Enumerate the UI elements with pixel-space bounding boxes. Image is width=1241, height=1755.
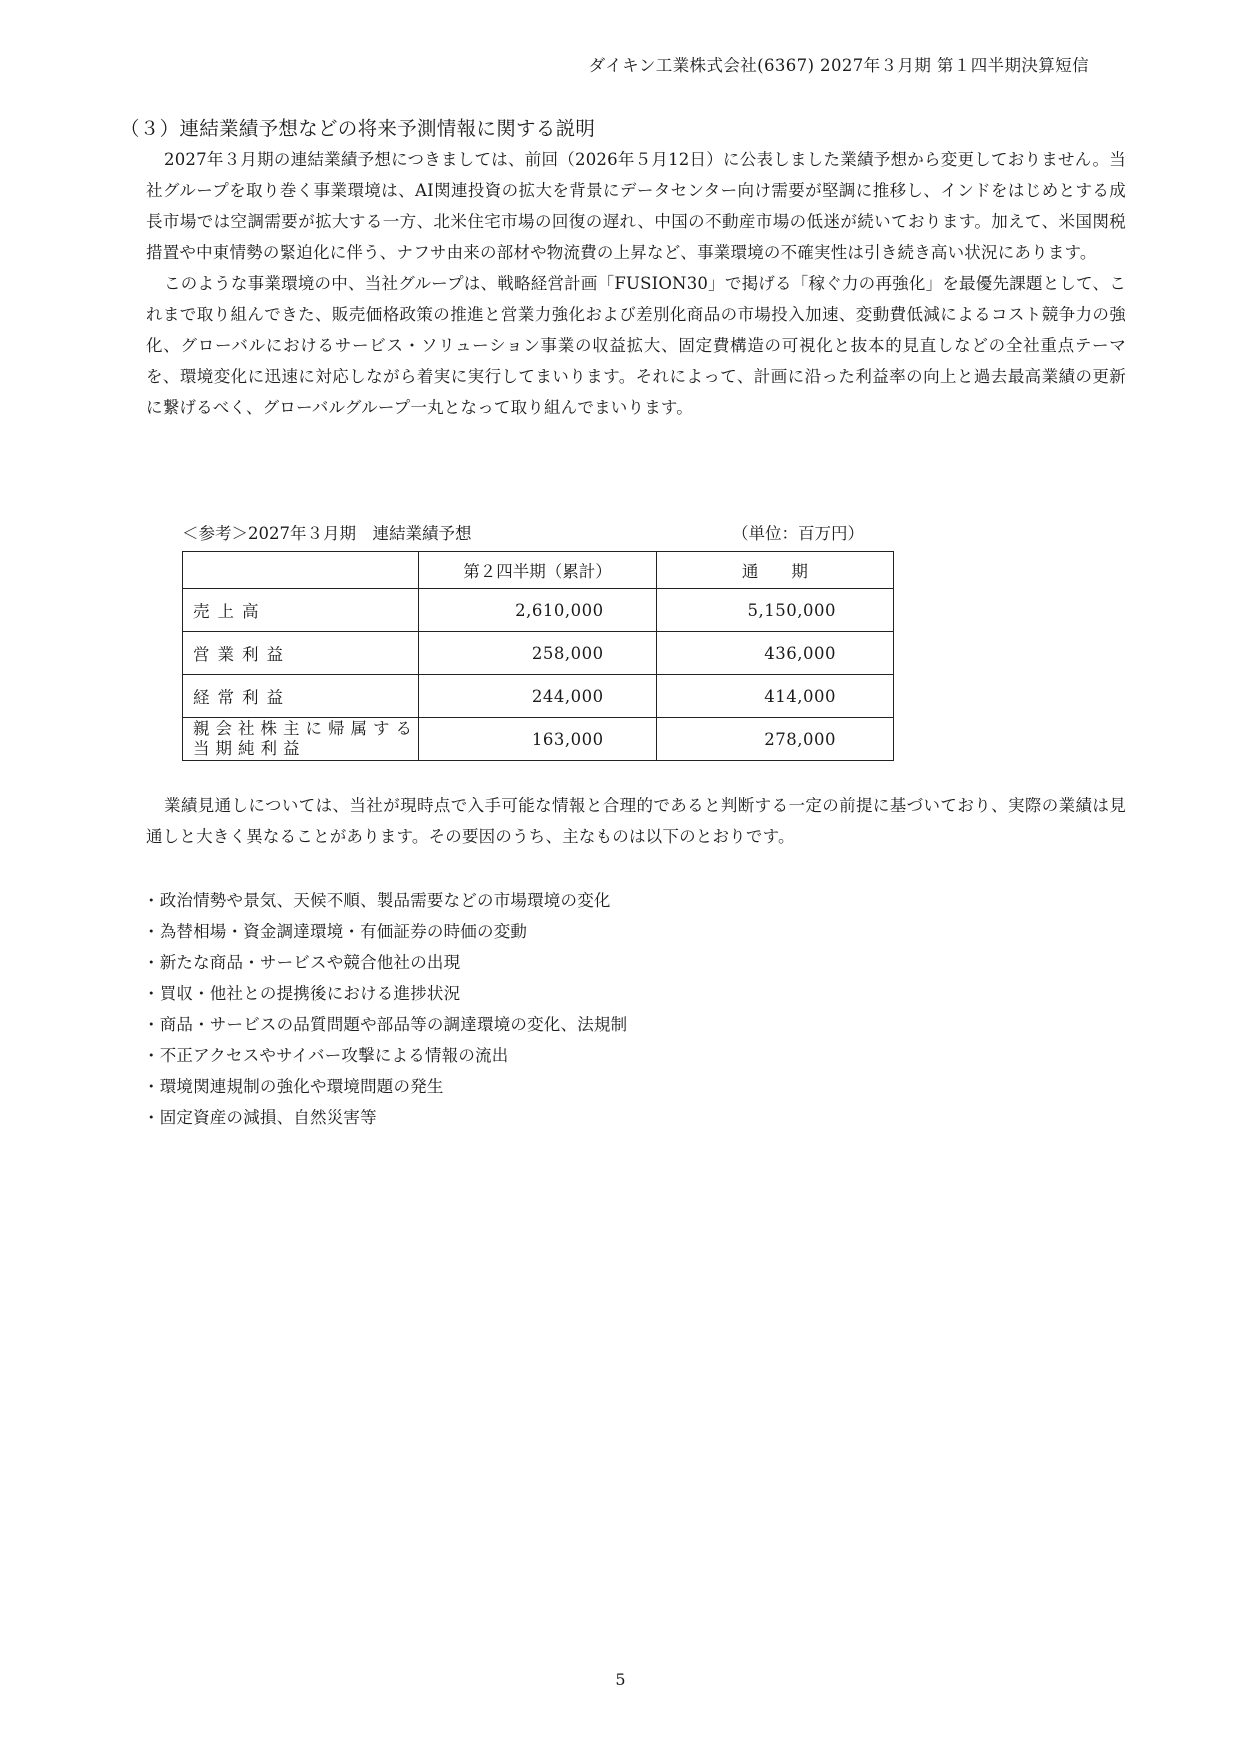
row-label-net-income bbox=[183, 718, 419, 761]
cell-net-income-full-year: 278,000 bbox=[656, 718, 893, 761]
list-item: ・政治情勢や景気、天候不順、製品需要などの市場環境の変化 bbox=[143, 891, 611, 910]
section-title: （３）連結業績予想などの将来予測情報に関する説明 bbox=[120, 117, 596, 140]
row-label-net-income-line1: 親会社株主に帰属する bbox=[193, 719, 418, 738]
forecast-table bbox=[182, 551, 894, 761]
table-row-operating-profit bbox=[183, 632, 894, 675]
table-row-net-income bbox=[183, 718, 894, 761]
table-header-q2: 第２四半期（累計） bbox=[419, 552, 656, 589]
list-item: ・固定資産の減損、自然災害等 bbox=[143, 1108, 377, 1127]
table-row-ordinary-profit bbox=[183, 675, 894, 718]
table-header-blank bbox=[183, 552, 419, 589]
list-item: ・買収・他社との提携後における進捗状況 bbox=[143, 984, 461, 1003]
page-number: 5 bbox=[615, 1670, 626, 1689]
paragraph-disclaimer: 業績見通しについては、当社が現時点で入手可能な情報と合理的であると判断する一定の前提に基づいており、実際の業績は見通しと大きく異なることがあります。その要因のうち、主なものは以下のとおりです。 bbox=[146, 796, 1126, 846]
cell-net-sales-full-year: 5,150,000 bbox=[656, 589, 893, 632]
table-caption bbox=[182, 520, 864, 544]
table-header-row bbox=[183, 552, 894, 589]
table-unit: （単位：百万円） bbox=[732, 524, 864, 543]
row-label-net-sales: 売上高 bbox=[183, 589, 419, 632]
document-header: ダイキン工業株式会社(6367) 2027年３月期 第１四半期決算短信 bbox=[588, 56, 1089, 75]
list-item: ・為替相場・資金調達環境・有価証券の時価の変動 bbox=[143, 922, 528, 941]
cell-net-sales-q2: 2,610,000 bbox=[419, 589, 656, 632]
list-item: ・環境関連規制の強化や環境問題の発生 bbox=[143, 1077, 444, 1096]
cell-operating-profit-q2: 258,000 bbox=[419, 632, 656, 675]
table-row-net-sales bbox=[183, 589, 894, 632]
cell-net-income-q2: 163,000 bbox=[419, 718, 656, 761]
row-label-operating-profit: 営業利益 bbox=[183, 632, 419, 675]
list-item: ・不正アクセスやサイバー攻撃による情報の流出 bbox=[143, 1046, 509, 1065]
risk-factor-list bbox=[143, 885, 627, 1133]
list-item: ・新たな商品・サービスや競合他社の出現 bbox=[143, 953, 461, 972]
table-caption-title: ＜参考＞2027年３月期 連結業績予想 bbox=[182, 524, 472, 543]
cell-ordinary-profit-full-year: 414,000 bbox=[656, 675, 893, 718]
paragraph-forecast-overview: 2027年３月期の連結業績予想につきましては、前回（2026年５月12日）に公表しました業績予想から変更しておりません。当社グループを取り巻く事業環境は、AI関連投資の拡大を背景にデータセンター向け需要が堅調に推移し、インドをはじめとする成長市場では空調需要が拡大する一方、北米住宅市場の回復の遅れ、中国の不動産市場の低迷が続いております。加えて、米国関税措置や中東情勢の緊迫化に伴う、ナフサ由来の部材や物流費の上昇など、事業環境の不確実性は引き続き高い状況にあります。 bbox=[146, 150, 1126, 262]
row-label-net-income-line2: 当期純利益 bbox=[193, 739, 306, 758]
table-header-full-year: 通 期 bbox=[656, 552, 893, 589]
row-label-ordinary-profit: 経常利益 bbox=[183, 675, 419, 718]
paragraph-strategy: このような事業環境の中、当社グループは、戦略経営計画「FUSION30」で掲げる「稼ぐ力の再強化」を最優先課題として、これまで取り組んできた、販売価格政策の推進と営業力強化および差別化商品の市場投入加速、変動費低減によるコスト競争力の強化、グローバルにおけるサービス・ソリューション事業の収益拡大、固定費構造の可視化と抜本的見直しなどの全社重点テーマを、環境変化に迅速に対応しながら着実に実行してまいります。それによって、計画に沿った利益率の向上と過去最高業績の更新に繋げるべく、グローバルグループ一丸となって取り組んでまいります。 bbox=[146, 274, 1126, 417]
cell-ordinary-profit-q2: 244,000 bbox=[419, 675, 656, 718]
cell-operating-profit-full-year: 436,000 bbox=[656, 632, 893, 675]
list-item: ・商品・サービスの品質問題や部品等の調達環境の変化、法規制 bbox=[143, 1015, 628, 1034]
